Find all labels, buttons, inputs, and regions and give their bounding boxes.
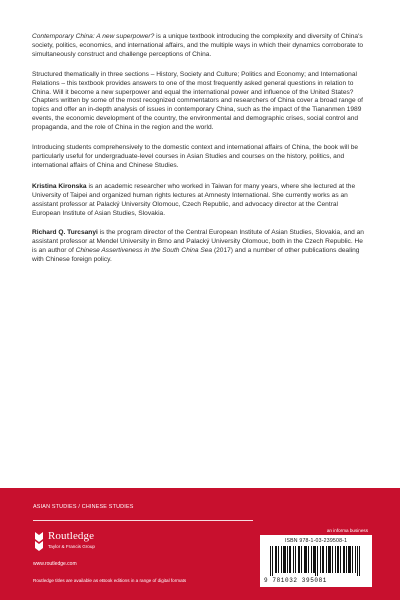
author-name-1: Kristina Kironska <box>32 182 87 190</box>
cover-text <box>32 33 368 276</box>
isbn-label: ISBN 978-1-03-239508-1 <box>284 538 348 544</box>
brand-name: Routledge <box>48 530 95 542</box>
structure-paragraph: Structured thematically in three sections – History, Society and Culture; Politics and Economy; and International Relations – this textbook provides answers to one of the most frequently asked general questions in relation to China. Will it become a new superpower and equal the international power and influence of the United States? Chapters written by some of the most recognized commentators and researchers of China cover a broad range of topics and offer an in-depth analysis of issues in contemporary China, such as the impact of the Tiananmen 1989 events, the economic development of the country, the environmental and demographic crises, social control and propaganda, and the role of China in the region and the world. <box>32 70 363 132</box>
barcode <box>260 535 372 587</box>
brand-subtitle: Taylor & Francis Group <box>48 544 95 549</box>
author-book-title: Chinese Assertiveness in the South China Sea <box>75 247 213 255</box>
intro-paragraph <box>32 33 368 60</box>
informa-tagline: an informa business <box>326 528 368 533</box>
author-bio-1 <box>32 183 368 219</box>
divider <box>33 520 253 521</box>
subject-category: ASIAN STUDIES / CHINESE STUDIES <box>33 504 134 510</box>
barcode-digits: 9 781032 395081 <box>264 577 328 584</box>
publisher-url: www.routledge.com <box>33 561 77 567</box>
publisher-footer <box>0 488 400 600</box>
author-bio-2-text-a: is the program director of the Central European Institute of Asian Studies, Slovakia, and an assistant professor at Mendel University in Brno and Palacký University Olomouc, both in the Czech Republic. He is an author of <box>32 229 364 255</box>
routledge-logo-icon <box>33 530 45 552</box>
barcode-icon <box>270 546 362 576</box>
author-name-2: Richard Q. Turcsanyi <box>32 229 98 237</box>
author-bio-2 <box>32 229 368 265</box>
ebook-note: Routledge titles are available as eBook editions in a range of digital formats <box>33 578 187 583</box>
intro-text: is a unique textbook introducing the complexity and diversity of China's society, politics, economics, and international affairs, and the multiple ways in which their dynamics corroborate to simultaneously construct and challenge perceptions of China. <box>32 33 364 58</box>
book-title: Contemporary China: A new superpower? <box>32 33 155 40</box>
audience-paragraph: Introducing students comprehensively to the domestic context and international affairs of China, the book will be particularly useful for undergraduate-level courses in Asian Studies and courses on the history, politics, and international affairs of China and Chinese Studies. <box>32 144 359 169</box>
author-bio-1-text: is an academic researcher who worked in Taiwan for many years, where she lectured at the University of Taipei and organized human rights lectures at Amnesty International. She currently works as an assistant professor at Palacký University Olomouc, Czech Republic, and advocacy director at the Central European Institute of Asian Studies, Slovakia. <box>32 182 356 217</box>
author-bio-2-text-b: (2017) and a number of other publications dealing with Chinese foreign policy. <box>32 247 360 264</box>
